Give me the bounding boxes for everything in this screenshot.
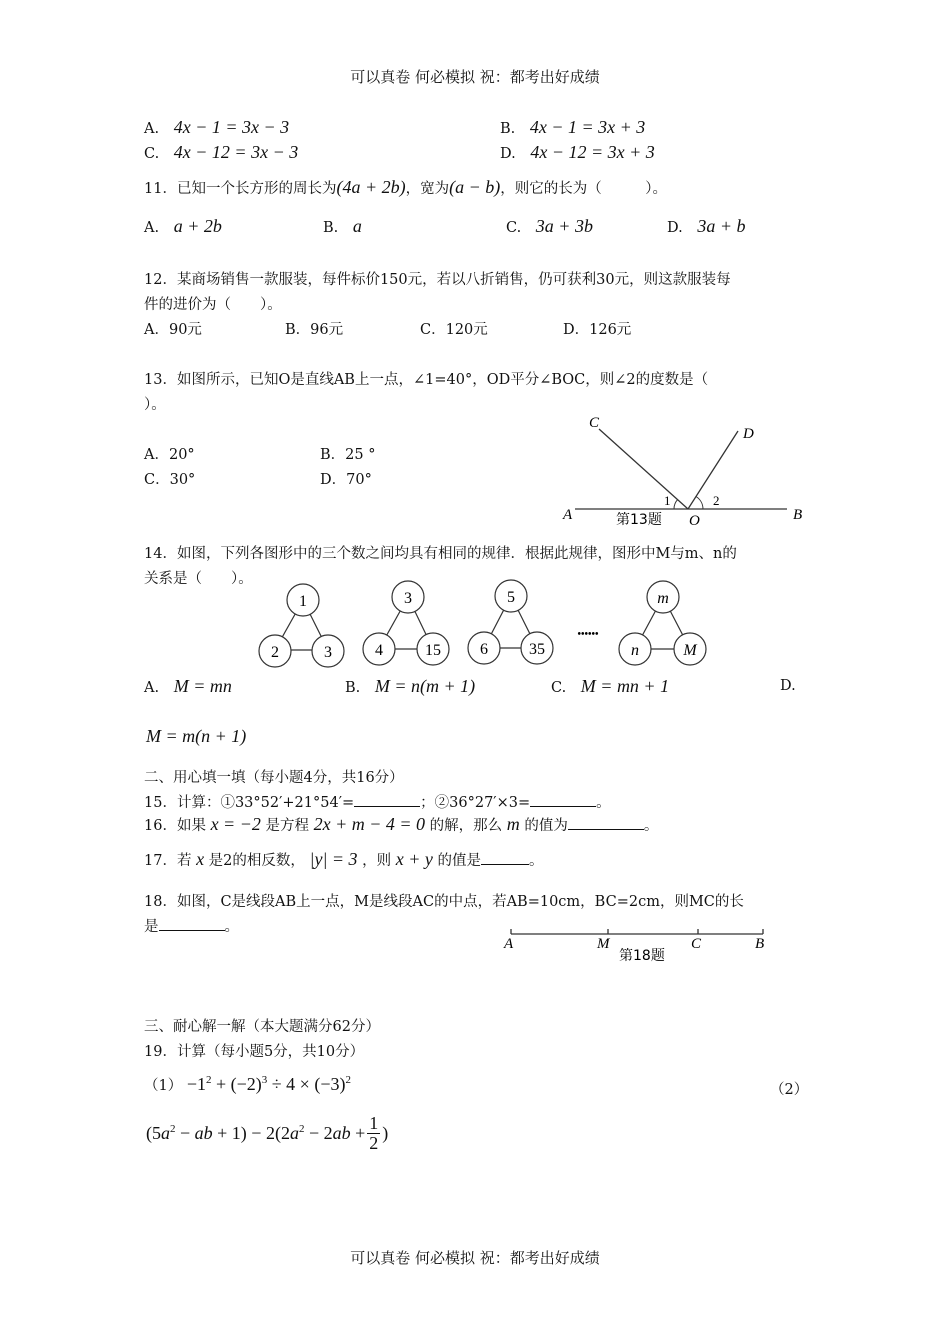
- figure-18-caption: 第18题: [619, 948, 665, 964]
- q15-blank-2[interactable]: [530, 792, 596, 807]
- label-c: C: [589, 415, 600, 431]
- q17: 17．若 x 是2的相反数， |y| = 3 ，则 x + y 的值是 。: [144, 849, 544, 869]
- q12-option-a: A．90元: [144, 322, 202, 338]
- triangle-4-top: m: [657, 590, 669, 607]
- triangle-3: [468, 580, 553, 664]
- triangle-1-right: 3: [324, 644, 332, 661]
- q19-part1-expression: $-1^2 + (-2)^3 \div 4 \times (-3)^2$: [186, 1074, 351, 1094]
- label-angle-2: 2: [713, 493, 720, 508]
- q17-blank[interactable]: [481, 850, 529, 865]
- triangle-2-right: 15: [425, 642, 441, 659]
- q14-figure: [250, 575, 720, 675]
- q13-figure: [555, 405, 815, 535]
- q15-blank-1[interactable]: [354, 792, 420, 807]
- q19-part1: $(1) -1^2 + (-2)^3 \div 4 \times (-3)^2$: [144, 1074, 351, 1094]
- q10-option-a: A. 4x − 1 = 3x − 3: [144, 117, 290, 137]
- q14-option-b: B. M = n(m + 1): [345, 676, 476, 696]
- q14-option-d: M = m(n + 1): [146, 726, 247, 746]
- q13-stem-line2: ）。: [144, 397, 166, 413]
- section-3-title: 三、耐心解一解（本大题满分62分）: [144, 1019, 380, 1035]
- label-d: D: [743, 426, 754, 442]
- triangle-3-right: 35: [529, 641, 545, 658]
- q11-option-d: D. 3a + b: [667, 216, 746, 236]
- q10-option-b: B. 4x − 1 = 3x + 3: [500, 117, 646, 137]
- label-b: B: [793, 507, 803, 523]
- q12-stem-line1: 12．某商场销售一款服装，每件标价150元，若以八折销售，仍可获利30元，则这款服装每: [144, 272, 731, 288]
- label-c: C: [691, 936, 702, 952]
- label-m: M: [597, 936, 610, 952]
- angle-1-arc: [674, 500, 678, 509]
- q12-option-b: B．96元: [285, 322, 344, 338]
- q10-option-d: D. 4x − 12 = 3x + 3: [500, 142, 655, 162]
- label-b: B: [755, 936, 765, 952]
- triangle-4-left: n: [631, 642, 639, 659]
- q19-title: 19．计算（每小题5分，共10分）: [144, 1044, 365, 1060]
- q18-stem-line1: 18．如图，C是线段AB上一点，M是线段AC的中点，若AB=10cm，BC=2cm，则MC的长: [144, 894, 744, 910]
- ellipsis-dots: ••••••: [577, 629, 599, 640]
- q12-stem-line2: 件的进价为（ ）。: [144, 297, 282, 313]
- label-o: O: [689, 513, 700, 529]
- figure-13-caption: 第13题: [616, 512, 662, 528]
- triangle-1: [259, 584, 344, 667]
- q13-option-a: A．20°: [144, 447, 195, 463]
- q18-stem-line2: 是 。: [144, 915, 239, 936]
- q12-option-c: C．120元: [420, 322, 488, 338]
- q15: 15．计算：①33°52′+21°54′= ；②36°27′×3= 。: [144, 791, 611, 812]
- q12-option-d: D．126元: [563, 322, 632, 338]
- q11-stem: 11．已知一个长方形的周长为(4a + 2b)，宽为(a − b)，则它的长为（ ）。: [144, 177, 667, 197]
- triangle-1-left: 2: [271, 644, 279, 661]
- q13-option-b: B．25 °: [320, 447, 376, 463]
- page-footer: 可以真卷 何必模拟 祝：都考出好成绩: [350, 1249, 600, 1267]
- page-header: 可以真卷 何必模拟 祝：都考出好成绩: [350, 68, 600, 86]
- label-a: A: [563, 507, 573, 523]
- triangle-2: [363, 581, 449, 665]
- label-a: A: [504, 936, 514, 952]
- q14-stem-line2: 关系是（ ）。: [144, 571, 253, 587]
- q19-part2-label: （2）: [770, 1082, 809, 1098]
- q16-blank[interactable]: [568, 815, 644, 830]
- q11-option-c: C. 3a + 3b: [506, 216, 593, 236]
- q18-figure: [495, 918, 780, 968]
- triangle-2-left: 4: [375, 642, 383, 659]
- q11-option-a: A. a + 2b: [144, 216, 222, 236]
- q11-option-b: B. a: [323, 216, 362, 236]
- triangle-4: [619, 581, 706, 665]
- triangle-1-top: 1: [299, 593, 307, 610]
- q14-stem-line1: 14．如图，下列各图形中的三个数之间均具有相同的规律．根据此规律，图形中M与m、n的: [144, 546, 737, 562]
- ray-oc: [599, 429, 688, 509]
- q14-option-c: C. M = mn + 1: [551, 676, 670, 696]
- angle-2-arc: [696, 497, 703, 510]
- label-angle-1: 1: [664, 493, 671, 508]
- triangle-3-top: 5: [507, 589, 515, 606]
- q14-option-a: A. M = mn: [144, 676, 232, 696]
- q19-part2-expression: ($5a^2$ − ab + $1) - 2(2a^2 - 2ab$ + $\frac{1}{2}$ ): [146, 1113, 389, 1153]
- q18-blank[interactable]: [159, 916, 225, 931]
- q13-option-d: D．70°: [320, 472, 372, 488]
- q14-option-d-label: D.: [780, 678, 796, 694]
- q13-stem-line1: 13．如图所示，已知O是直线AB上一点，∠1=40°，OD平分∠BOC，则∠2的度数是（: [144, 372, 709, 388]
- triangle-2-top: 3: [404, 590, 412, 607]
- q10-option-c: C. 4x − 12 = 3x − 3: [144, 142, 299, 162]
- triangle-3-left: 6: [480, 641, 488, 658]
- q13-option-c: C．30°: [144, 472, 196, 488]
- section-2-title: 二、用心填一填（每小题4分，共16分）: [144, 770, 404, 786]
- q16: 16．如果 x = −2 是方程 2x + m − 4 = 0 的解，那么 m 的值为 。: [144, 814, 659, 834]
- triangle-4-right: M: [683, 642, 697, 659]
